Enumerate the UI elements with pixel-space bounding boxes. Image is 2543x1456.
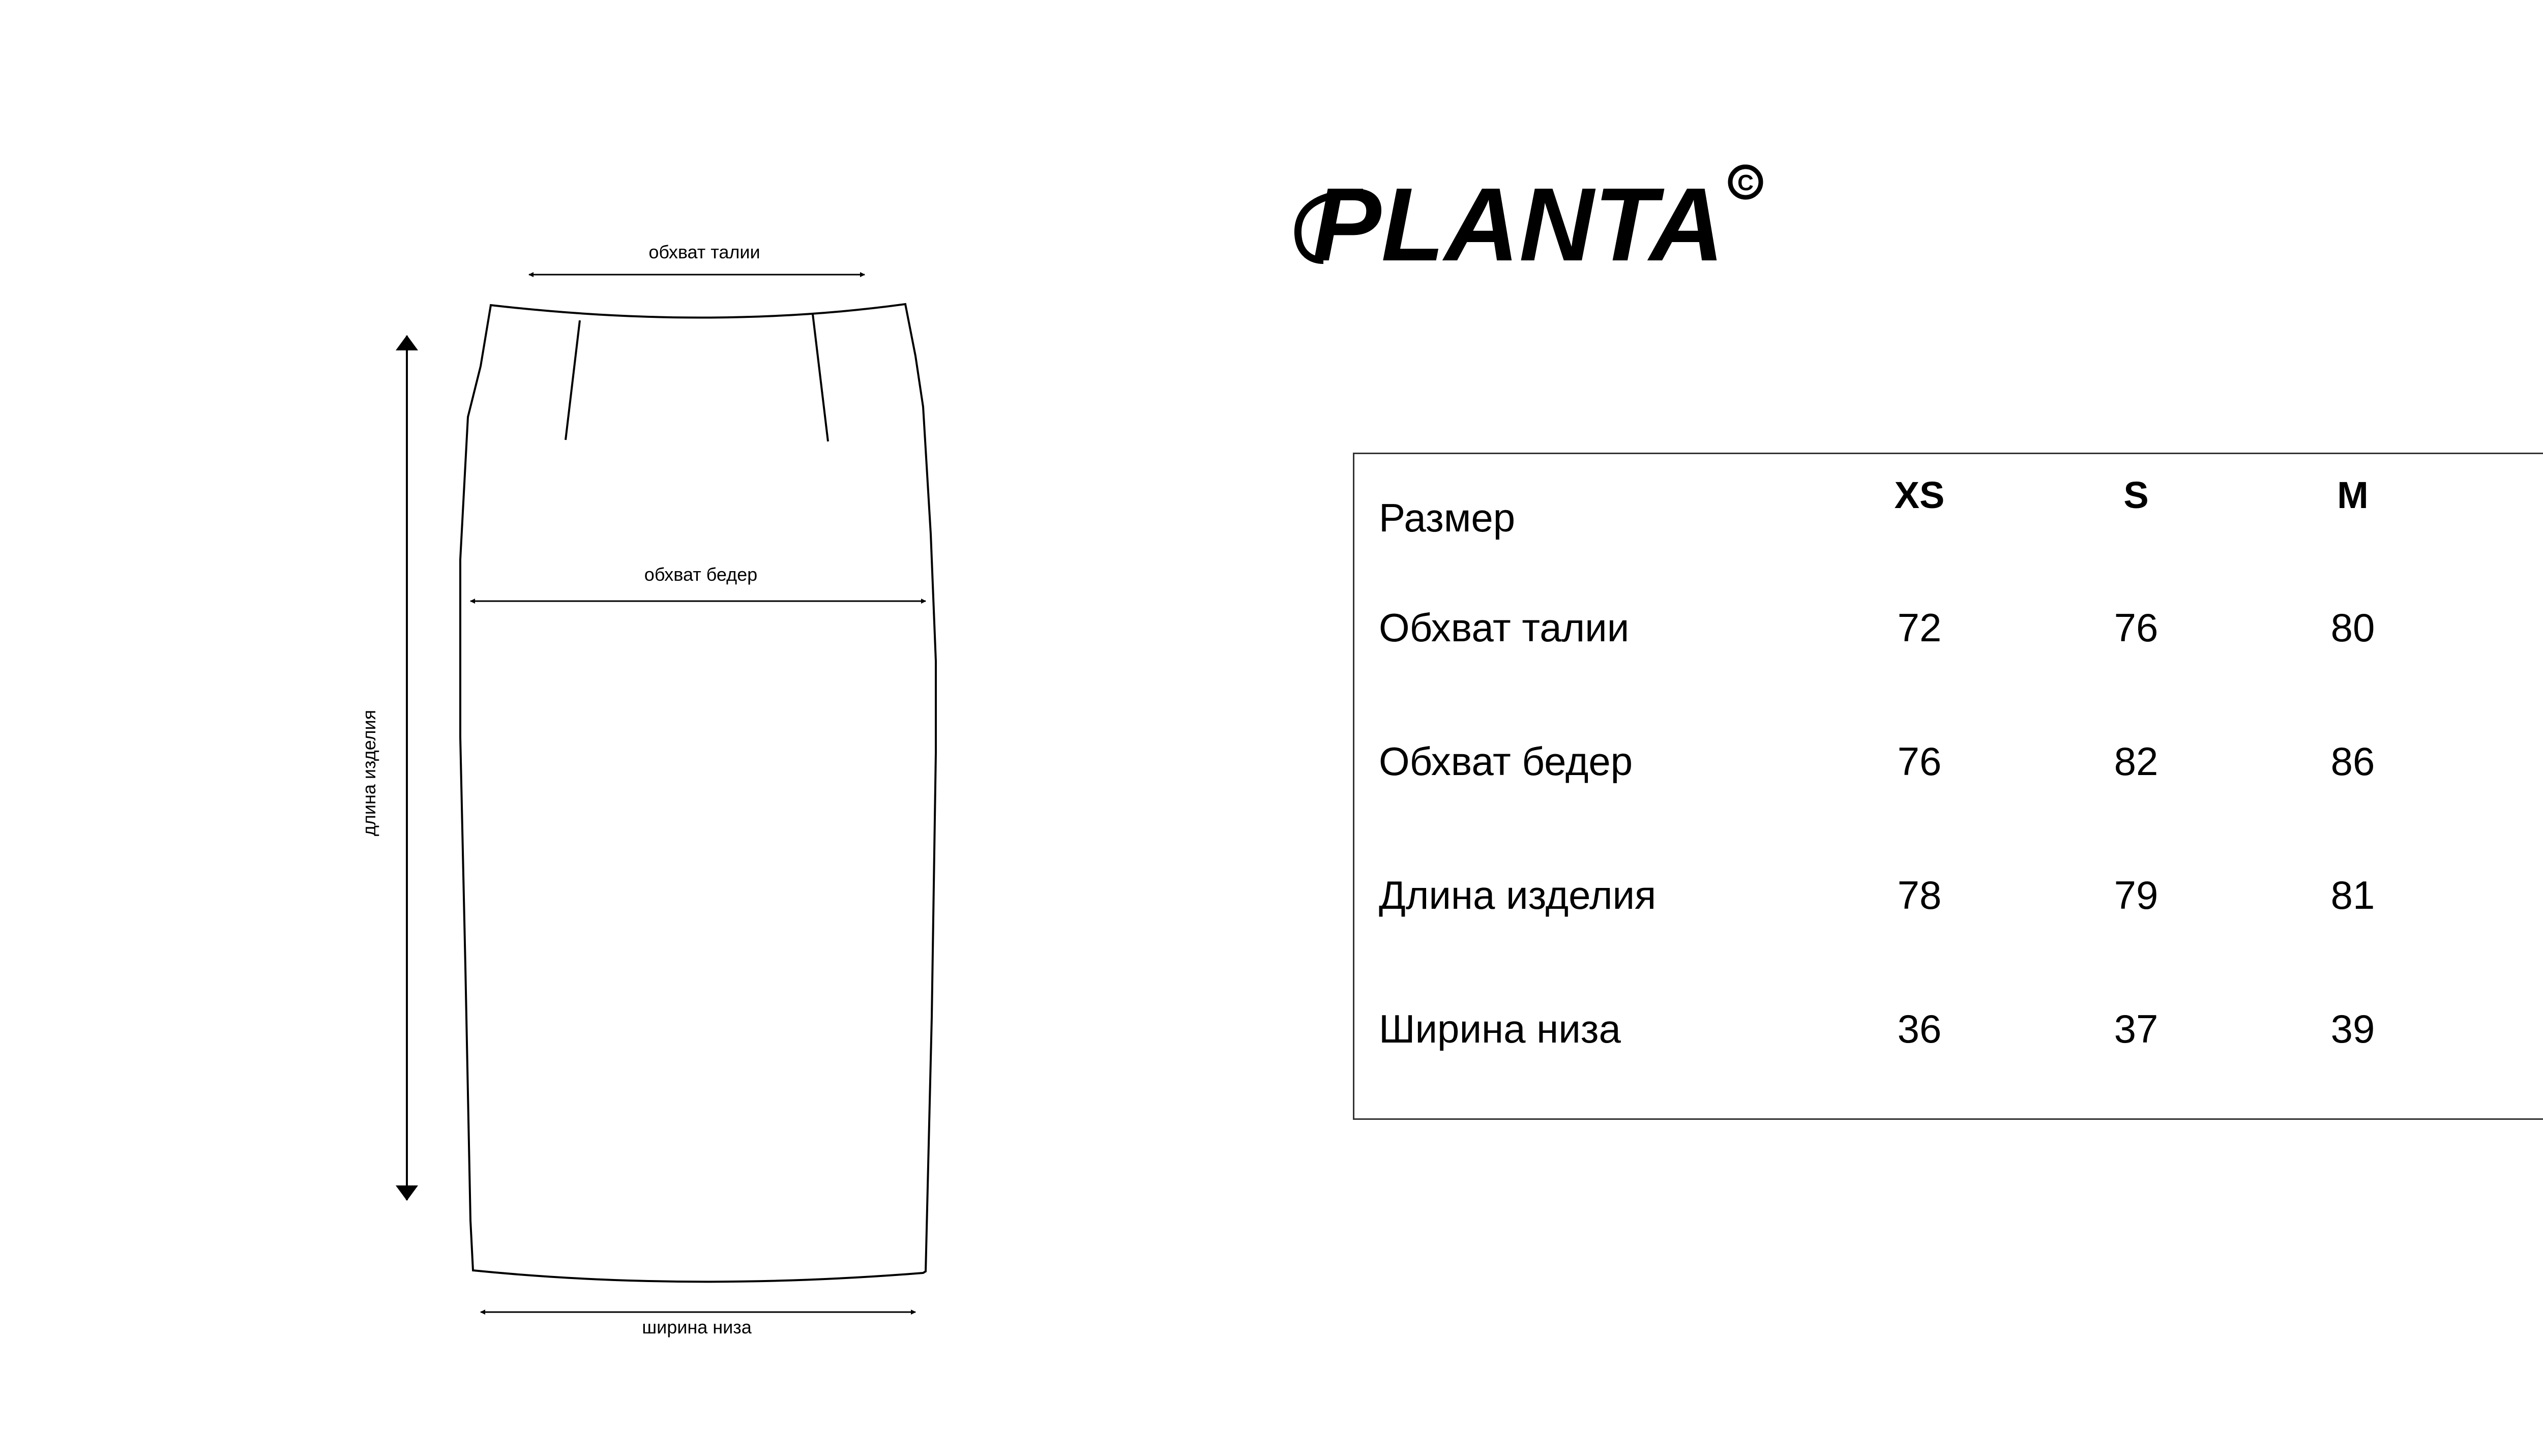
table-cell	[2493, 605, 2543, 651]
table-cell: 37	[2114, 1006, 2158, 1051]
table-cell: 79	[2114, 873, 2158, 917]
skirt-outline	[460, 304, 936, 1282]
row-label-hem: Ширина низа	[1379, 1006, 1621, 1051]
left-dart	[566, 320, 580, 440]
table-cell: 36	[1897, 1006, 1942, 1051]
size-header-s: S	[2123, 474, 2149, 516]
hips-label: обхват бедер	[644, 564, 758, 585]
table-cell: 86	[2330, 739, 2375, 784]
planta-logo	[1287, 153, 1770, 285]
size-header-m: M	[2337, 474, 2369, 516]
waist-label: обхват талии	[648, 242, 760, 262]
size-table	[1353, 453, 2543, 1120]
right-dart	[813, 314, 828, 441]
table-cell: 72	[1897, 605, 1942, 650]
table-cell	[2493, 738, 2543, 785]
table-cell: 76	[1897, 739, 1942, 784]
copyright-mark: C	[1737, 170, 1754, 195]
table-cell: 81	[2330, 873, 2375, 917]
size-header-l	[2493, 473, 2543, 517]
length-label: длина изделия	[359, 709, 379, 837]
table-cell: 39	[2330, 1006, 2375, 1051]
table-cell: 82	[2114, 739, 2158, 784]
table-cell	[2493, 1006, 2543, 1052]
hem-label: ширина низа	[642, 1317, 752, 1338]
table-cell: 80	[2330, 605, 2375, 650]
size-header-label: Размер	[1379, 495, 1516, 540]
table-cell: 78	[1897, 873, 1942, 917]
row-label-hips: Обхват бедер	[1379, 739, 1633, 784]
skirt-measurement-diagram	[0, 0, 966, 1456]
table-cell	[2493, 872, 2543, 918]
row-label-waist: Обхват талии	[1379, 605, 1630, 650]
table-cell: 76	[2114, 605, 2158, 650]
size-header-xs: XS	[1894, 474, 1945, 516]
row-label-length: Длина изделия	[1379, 873, 1657, 917]
logo-text: PLANTA	[1312, 166, 1724, 283]
